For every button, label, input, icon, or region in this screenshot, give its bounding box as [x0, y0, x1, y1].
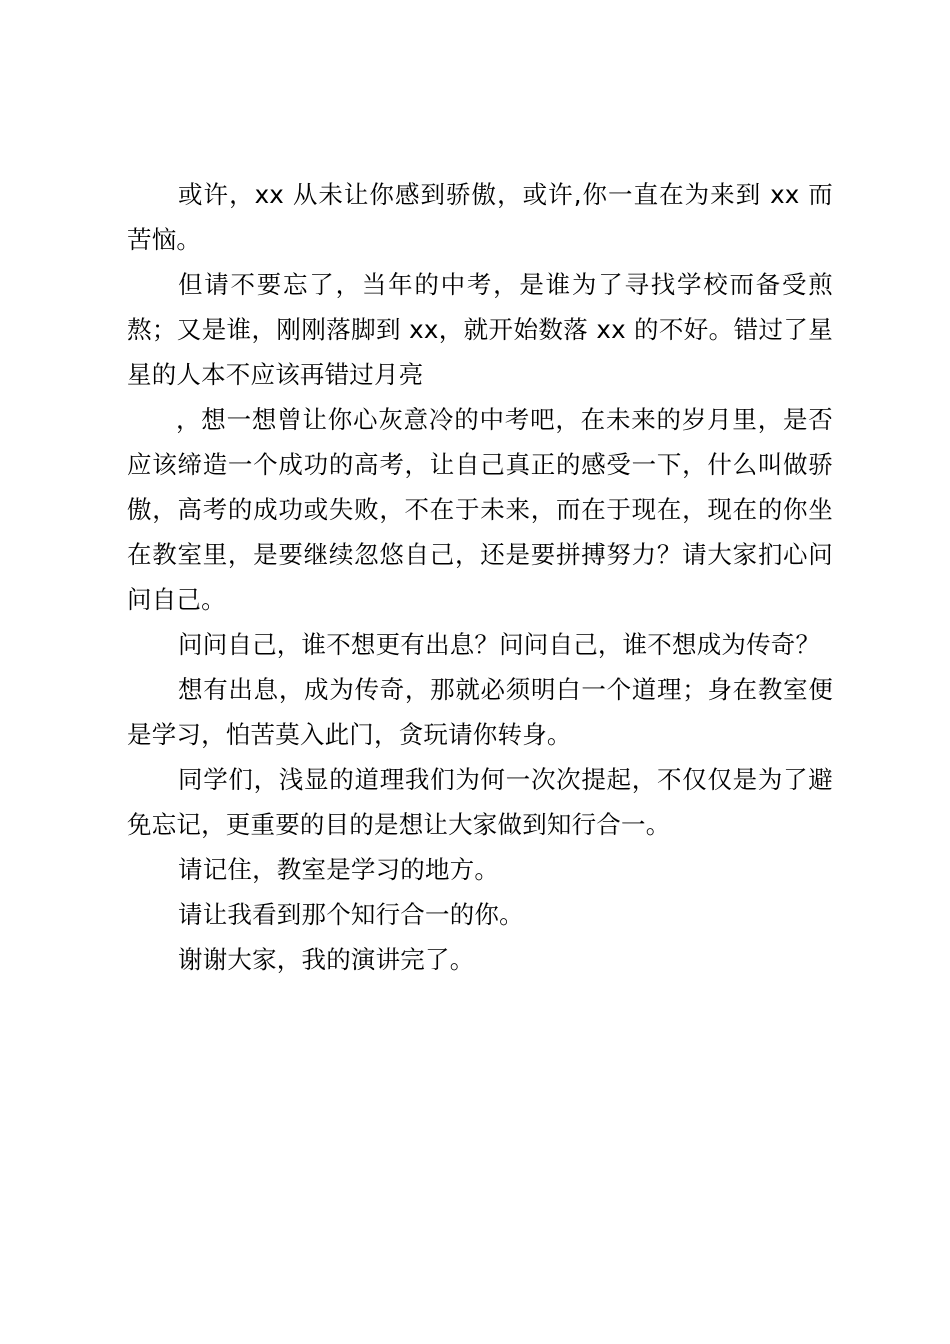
- paragraph: 或许，xx 从未让你感到骄傲，或许,你一直在为来到 xx 而苦恼。: [127, 180, 833, 254]
- paragraph: 想有出息，成为传奇，那就必须明白一个道理；身在教室便是学习，怕苦莫入此门，贪玩请你转身。: [127, 675, 833, 749]
- paragraph: 谢谢大家，我的演讲完了。: [178, 945, 475, 974]
- speech-body: [127, 172, 833, 982]
- paragraph: 请让我看到那个知行合一的你。: [178, 900, 524, 929]
- paragraph: 请记住，教室是学习的地方。: [178, 855, 500, 884]
- paragraph: 但请不要忘了，当年的中考，是谁为了寻找学校而备受煎熬；又是谁，刚刚落脚到 xx，就开始数落 xx 的不好。错过了星星的人本不应该再错过月亮: [127, 270, 833, 389]
- paragraph: ，想一想曾让你心灰意冷的中考吧，在未来的岁月里，是否应该缔造一个成功的高考，让自己真正的感受一下，什么叫做骄傲，高考的成功或失败，不在于未来，而在于现在，现在的你坐在教室里，是要继续忽悠自己，还是要拼搏努力？请大家扪心问问自己。: [127, 405, 833, 614]
- paragraph: 问问自己，谁不想更有出息？问问自己，谁不想成为传奇？: [178, 630, 821, 659]
- paragraph: 同学们，浅显的道理我们为何一次次提起，不仅仅是为了避免忘记，更重要的目的是想让大家做到知行合一。: [127, 765, 833, 839]
